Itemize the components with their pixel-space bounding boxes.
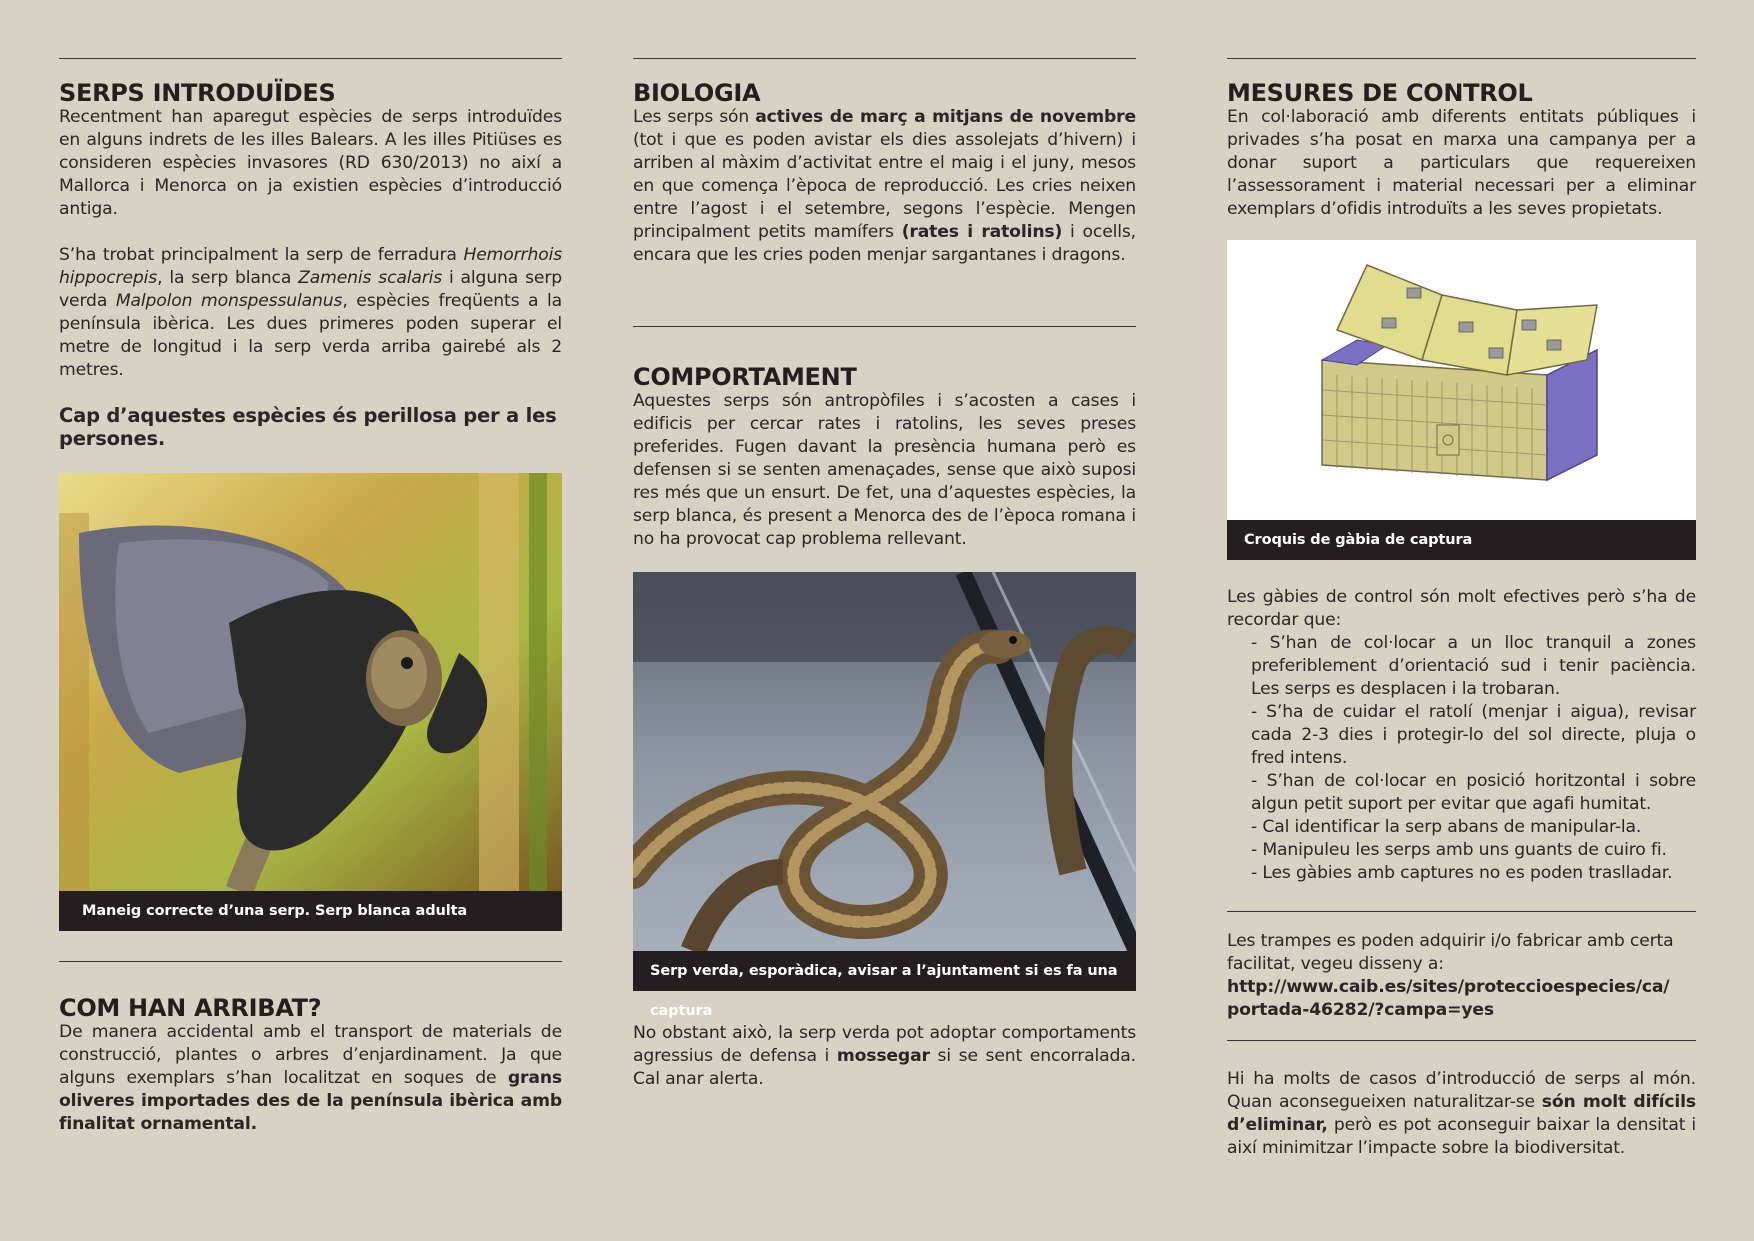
- traps-paragraph: Les trampes es poden adquirir i/o fabricar amb certa facilitat, vegeu disseny a:: [1227, 931, 1674, 974]
- list-item: - S’han de col·locar a un lloc tranquil a zones preferiblement d’orientació sud i tenir paciència. Les serps es desplacen i la trobaran.: [1251, 633, 1696, 699]
- list-item: - Les gàbies amb captures no es poden traslladar.: [1251, 863, 1673, 883]
- section-mesures-de-control: [1227, 80, 1696, 221]
- section-biologia: [633, 80, 1136, 267]
- section-divider: [59, 58, 562, 59]
- section-title: MESURES DE CONTROL: [1227, 79, 1533, 107]
- trap-cage-sketch: [1227, 240, 1696, 520]
- photo-green-snake: [633, 572, 1136, 951]
- behaviour-paragraph: Aquestes serps són antropòfiles i s’acosten a cases i edificis per cercar rates i ratolins, les seves preses preferides. Fugen davant la presència humana però es defensen si se senten amenaçades, sense que això suposi res més que un ensurt. De fet, una d’aquestes espècies, la serp blanca, és present a Menorca des de l’època romana i no ha provocat cap problema rellevant.: [633, 391, 1136, 549]
- campaign-paragraph: En col·laboració amb diferents entitats públiques i privades s’ha posat en marxa una campanya per a donar suport a particulars que requereixen l’assessorament i material necessari per a eliminar exemplars d’ofidis introduïts a les seves propietats.: [1227, 107, 1696, 219]
- list-item: - Manipuleu les serps amb uns guants de cuiro fi.: [1251, 840, 1667, 860]
- section-divider: [633, 326, 1136, 327]
- list-item: - S’ha de cuidar el ratolí (menjar i aigua), revisar cada 2-3 dies i protegir-lo del sol directe, pluja o fred intens.: [1251, 702, 1696, 768]
- section-divider: [1227, 58, 1696, 59]
- traps-info: [1227, 930, 1696, 1022]
- cage-intro: Les gàbies de control són molt efectives però s’ha de recordar que:: [1227, 587, 1696, 630]
- section-title: COM HAN ARRIBAT?: [59, 994, 322, 1022]
- species-paragraph: S’ha trobat principalment la serp de ferradura Hemorrhois hippocrepis, la serp blanca Zamenis scalaris i alguna serp verda Malpolon monspessulanus, espècies freqüents a la península ibèrica. Les dues primeres poden superar el metre de longitud i la serp verda arriba gairebé als 2 metres.: [59, 245, 563, 380]
- aggression-note: [633, 1022, 1136, 1091]
- section-title: COMPORTAMENT: [633, 363, 857, 391]
- safety-note: Cap d’aquestes espècies és perillosa per a les persones.: [59, 404, 557, 450]
- photo-caption: Maneig correcte d’una serp. Serp blanca adulta: [59, 891, 562, 931]
- aggression-paragraph: No obstant això, la serp verda pot adoptar comportaments agressius de defensa i mossegar si se sent encorralada. Cal anar alerta.: [633, 1023, 1136, 1089]
- section-divider: [633, 58, 1136, 59]
- cage-rules: [1227, 586, 1696, 885]
- photo-gloved-hand-snake: [59, 473, 562, 891]
- section-divider: [1227, 1040, 1696, 1041]
- closing-note: [1227, 1068, 1696, 1160]
- closing-paragraph: Hi ha molts de casos d’introducció de serps al món. Quan aconsegueixen naturalitzar-se són molt difícils d’eliminar, però es pot aconseguir baixar la densitat i així minimitzar l’impacte sobre la biodiversitat.: [1227, 1069, 1696, 1158]
- list-item: - S’han de col·locar en posició horitzontal i sobre algun petit suport per evitar que agafi humitat.: [1251, 771, 1696, 814]
- intro-paragraph: Recentment han aparegut espècies de serps introduïdes en alguns indrets de les illes Balears. A les illes Pitiüses es consideren espècies invasores (RD 630/2013) no així a Mallorca i Menorca on ja existien espècies d’introducció antiga.: [59, 107, 562, 219]
- sketch-caption: Croquis de gàbia de captura: [1227, 520, 1696, 560]
- section-divider: [1227, 911, 1696, 912]
- arrival-paragraph: De manera accidental amb el transport de materials de construcció, plantes o arbres d’enjardinament. Ja que alguns exemplars s’han localitzat en soques de grans oliveres importades des de la península ibèrica amb finalitat ornamental.: [59, 1022, 562, 1134]
- species-name: Zamenis scalaris: [298, 268, 443, 288]
- rules-list: [1227, 632, 1696, 885]
- photo-caption: Serp verda, esporàdica, avisar a l’ajuntament si es fa una captura: [633, 951, 1136, 991]
- section-serps-introduides: [59, 80, 562, 450]
- section-com-han-arribat: [59, 995, 562, 1136]
- species-name: Hemorrhois hippocrepis: [59, 245, 562, 288]
- section-comportament: [633, 364, 1136, 551]
- section-title: BIOLOGIA: [633, 79, 761, 107]
- biology-paragraph: Les serps són actives de març a mitjans de novembre (tot i que es poden avistar els dies assolejats d’hivern) i arriben al màxim d’activitat entre el maig i el juny, mesos en que comença l’època de reproducció. Les cries neixen entre l’agost i el setembre, segons l’espècie. Mengen principalment petits mamífers (rates i ratolins) i ocells, encara que les cries poden menjar sargantanes i dragons.: [633, 107, 1136, 265]
- design-link[interactable]: http://www.caib.es/sites/proteccioespecies/ca/ portada-46282/?campa=yes: [1227, 977, 1670, 1020]
- section-divider: [59, 961, 562, 962]
- list-item: - Cal identificar la serp abans de manipular-la.: [1251, 817, 1642, 837]
- species-name: Malpolon monspessulanus: [115, 291, 343, 311]
- section-title: SERPS INTRODUÏDES: [59, 79, 336, 107]
